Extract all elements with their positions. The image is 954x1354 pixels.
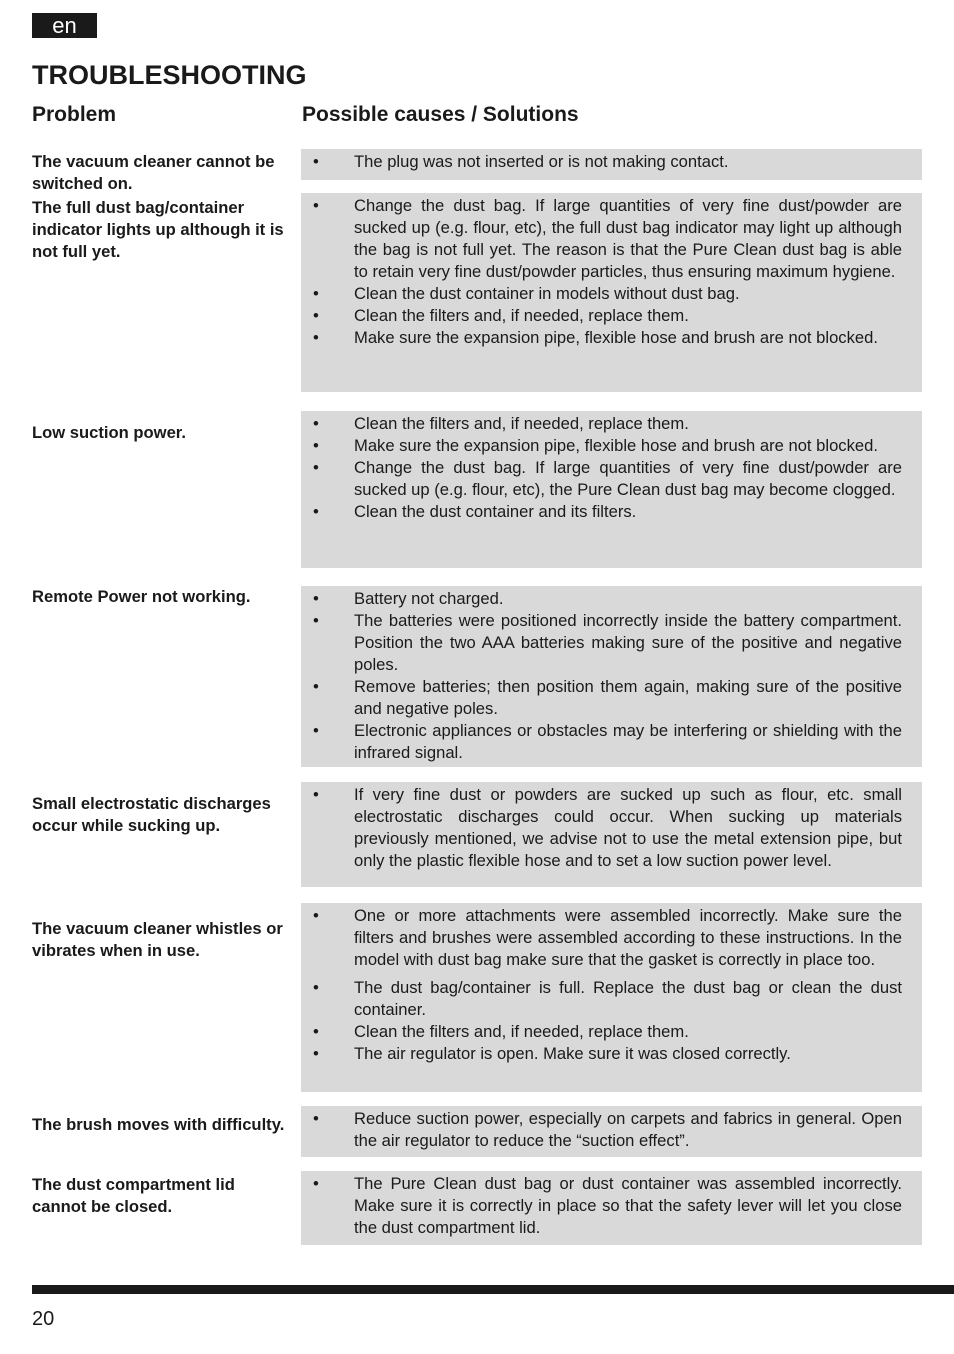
problem-text: The full dust bag/container indicator lights up although it is not full yet. — [32, 198, 284, 261]
problem-text: The vacuum cleaner whistles or vibrates when in use. — [32, 919, 283, 960]
bullet: • — [313, 284, 319, 303]
bullet: • — [313, 196, 319, 215]
solutions-column-header: Possible causes / Solutions — [302, 103, 579, 126]
solution-item — [301, 195, 902, 283]
solution-item — [301, 151, 902, 173]
solution-text: Change the dust bag. If large quantities of very fine dust/powder are sucked up (e.g. flour, etc), the Pure Clean dust bag may become clogged. — [354, 458, 902, 499]
solution-item — [301, 977, 902, 1021]
solution-text: Electronic appliances or obstacles may be interfering or shielding with the infrared signal. — [354, 721, 902, 762]
problem-text: The brush moves with difficulty. — [32, 1115, 285, 1134]
solution-item — [301, 784, 902, 872]
solution-text: Clean the dust container and its filters. — [354, 502, 637, 521]
bullet: • — [313, 906, 319, 925]
problem-text: The vacuum cleaner cannot be switched on. — [32, 152, 275, 193]
solution-item — [301, 413, 902, 435]
bullet: • — [313, 1044, 319, 1063]
solution-text: Clean the filters and, if needed, replace them. — [354, 1022, 689, 1041]
bullet: • — [313, 306, 319, 325]
problem-column-header: Problem — [32, 103, 117, 126]
problem-text: Low suction power. — [32, 423, 186, 442]
bullet: • — [313, 414, 319, 433]
solution-item — [301, 457, 902, 501]
bullet: • — [313, 152, 319, 171]
solution-text: Clean the filters and, if needed, replace them. — [354, 306, 689, 325]
problem-text: Small electrostatic discharges occur while sucking up. — [32, 794, 271, 835]
solution-text: Change the dust bag. If large quantities of very fine dust/powder are sucked up (e.g. flour, etc), the full dust bag indicator may light up although the bag is not full yet. The reason is that the Pure Clean dust bag is able to retain very fine dust/powder particles, thus ensuring maximum hygiene. — [354, 196, 902, 281]
solution-box — [301, 411, 922, 568]
solution-text: The Pure Clean dust bag or dust container was assembled incorrectly. Make sure it is correctly in place so that the safety lever will let you close the dust compartment lid. — [354, 1174, 902, 1237]
footer-rule — [32, 1285, 954, 1294]
solution-text: Make sure the expansion pipe, flexible hose and brush are not blocked. — [354, 328, 878, 347]
bullet: • — [313, 502, 319, 521]
solution-item — [301, 1108, 902, 1152]
solution-item — [301, 720, 902, 764]
solution-text: The plug was not inserted or is not making contact. — [354, 152, 729, 171]
solution-box — [301, 782, 922, 887]
bullet: • — [313, 328, 319, 347]
page-number: 20 — [32, 1308, 55, 1330]
solution-box — [301, 193, 922, 392]
solution-item — [301, 1173, 902, 1239]
problem-text: Remote Power not working. — [32, 587, 251, 606]
bullet: • — [313, 1022, 319, 1041]
bullet: • — [313, 1109, 319, 1128]
solution-text: Clean the dust container in models without dust bag. — [354, 284, 740, 303]
solution-text: The air regulator is open. Make sure it was closed correctly. — [354, 1044, 791, 1063]
solution-text: The batteries were positioned incorrectly inside the battery compartment. Position the two AAA batteries making sure of the positive and negative poles. — [354, 611, 902, 674]
solution-box — [301, 903, 922, 1092]
solution-box — [301, 1171, 922, 1245]
bullet: • — [313, 785, 319, 804]
solution-item — [301, 676, 902, 720]
bullet: • — [313, 611, 319, 630]
solution-text: The dust bag/container is full. Replace the dust bag or clean the dust container. — [354, 978, 902, 1019]
solution-item — [301, 588, 902, 610]
bullet: • — [313, 721, 319, 740]
solution-item — [301, 1043, 902, 1065]
solution-box — [301, 1106, 922, 1157]
solution-item — [301, 1021, 902, 1043]
solution-item — [301, 435, 902, 457]
solution-item — [301, 905, 902, 971]
solution-box — [301, 149, 922, 180]
solution-item — [301, 501, 902, 523]
page-title: TROUBLESHOOTING — [32, 60, 307, 90]
solution-item — [301, 327, 902, 349]
solution-text: Battery not charged. — [354, 589, 504, 608]
solution-item — [301, 283, 902, 305]
solution-text: Reduce suction power, especially on carpets and fabrics in general. Open the air regulator to reduce the “suction effect”. — [354, 1109, 902, 1150]
language-tag: en — [32, 13, 97, 38]
solution-text: Remove batteries; then position them again, making sure of the positive and negative poles. — [354, 677, 902, 718]
solution-text: Make sure the expansion pipe, flexible hose and brush are not blocked. — [354, 436, 878, 455]
bullet: • — [313, 436, 319, 455]
solution-text: If very fine dust or powders are sucked up such as flour, etc. small electrostatic discharges could occur. When sucking up materials previously mentioned, we advise not to use the metal extension pipe, but only the plastic flexible hose and to set a low suction power level. — [354, 785, 902, 870]
solution-text: Clean the filters and, if needed, replace them. — [354, 414, 689, 433]
bullet: • — [313, 677, 319, 696]
solution-item — [301, 610, 902, 676]
bullet: • — [313, 978, 319, 997]
bullet: • — [313, 1174, 319, 1193]
solution-text: One or more attachments were assembled incorrectly. Make sure the filters and brushes were assembled according to these instructions. In the model with dust bag make sure that the gasket is correctly in place too. — [354, 906, 902, 969]
solution-item — [301, 305, 902, 327]
solution-box — [301, 586, 922, 767]
bullet: • — [313, 458, 319, 477]
bullet: • — [313, 589, 319, 608]
problem-text: The dust compartment lid cannot be closed. — [32, 1175, 235, 1216]
